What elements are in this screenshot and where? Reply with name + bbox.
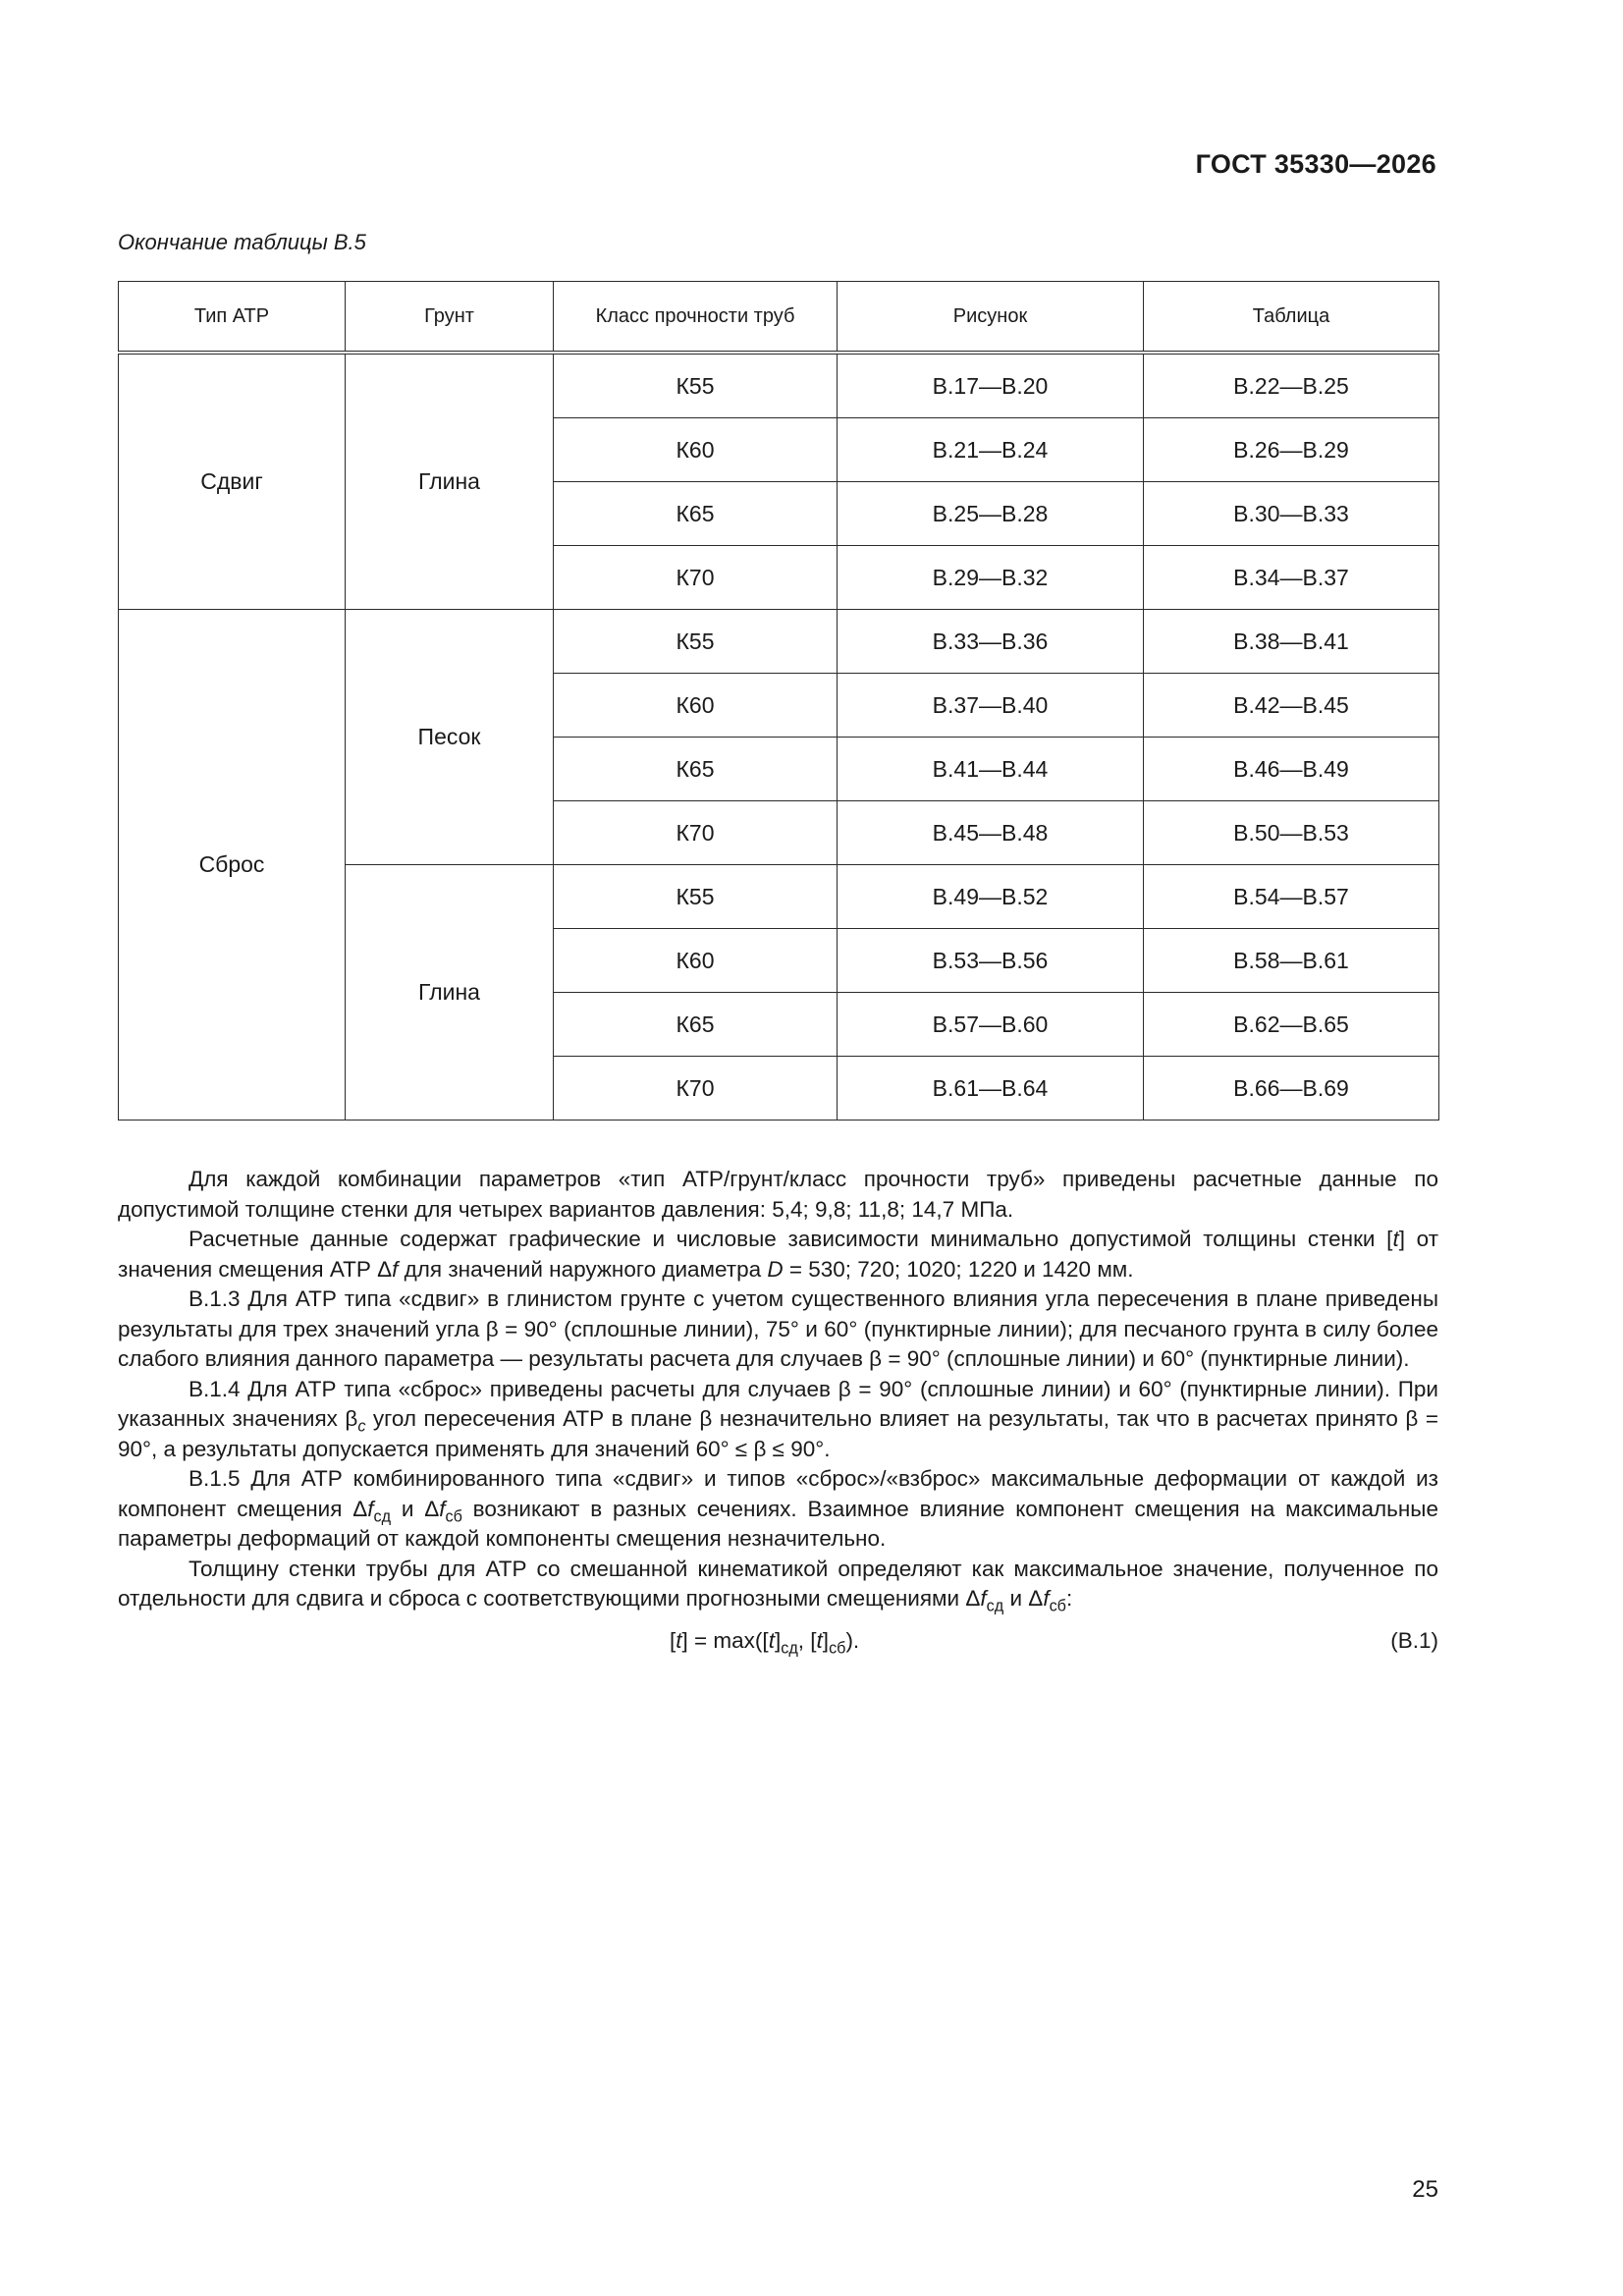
soil-cell: Песок — [346, 610, 554, 865]
table-ref-cell: В.46—В.49 — [1144, 738, 1439, 801]
paragraph: В.1.5 Для АТР комбинированного типа «сдвиг» и типов «сброс»/«взброс» максимальные деформации от каждой из компонент смещения $\Delta f_{сд}$ и $\Delta f_{сб}$ возникают в разных сечениях. Взаимное влияние компонент смещения на максимальные параметры деформаций от каждой компоненты смещения незначительно. — [118, 1466, 1438, 1551]
table-ref-cell: В.50—В.53 — [1144, 801, 1439, 865]
figure-ref-cell: В.57—В.60 — [838, 993, 1144, 1057]
formula-row — [118, 1620, 1438, 1660]
paragraph: В.1.3 Для АТР типа «сдвиг» в глинистом грунте с учетом существенного влияния угла пересечения в плане приведены результаты для трех значений угла β = 90° (сплошные линии), 75° и 60° (пунктирные линии); для песчаного грунта в силу более слабого влияния данного параметра — результаты расчета для случаев β = 90° (сплошные линии) и 60° (пунктирные линии). — [118, 1286, 1438, 1371]
table-ref-cell: В.54—В.57 — [1144, 865, 1439, 929]
figure-ref-cell: В.37—В.40 — [838, 674, 1144, 738]
strength-class-cell: К70 — [554, 1057, 838, 1121]
strength-class-cell: К55 — [554, 353, 838, 418]
formula: $[t] = \max([t]_{сд}$, $[t]_{сб}$). — [670, 1627, 860, 1658]
strength-class-cell: К70 — [554, 801, 838, 865]
column-header: Грунт — [346, 282, 554, 354]
atr-type-cell: Сброс — [119, 610, 346, 1121]
column-header: Тип АТР — [119, 282, 346, 354]
strength-class-cell: К65 — [554, 738, 838, 801]
table-ref-cell: В.30—В.33 — [1144, 482, 1439, 546]
table-ref-cell: В.26—В.29 — [1144, 418, 1439, 482]
strength-class-cell: К60 — [554, 418, 838, 482]
table-ref-cell: В.22—В.25 — [1144, 353, 1439, 418]
figure-ref-cell: В.53—В.56 — [838, 929, 1144, 993]
table-row — [119, 610, 1439, 674]
strength-class-cell: К70 — [554, 546, 838, 610]
table-ref-cell: В.38—В.41 — [1144, 610, 1439, 674]
results-table — [118, 281, 1439, 1121]
page-number: 25 — [1412, 2176, 1438, 2203]
figure-ref-cell: В.29—В.32 — [838, 546, 1144, 610]
strength-class-cell: К55 — [554, 610, 838, 674]
formula-number: (В.1) — [1390, 1627, 1438, 1653]
table-caption: Окончание таблицы В.5 — [118, 230, 366, 254]
body-text — [118, 1165, 1438, 1660]
table-ref-cell: В.62—В.65 — [1144, 993, 1439, 1057]
column-header: Класс прочности труб — [554, 282, 838, 354]
figure-ref-cell: В.21—В.24 — [838, 418, 1144, 482]
table-row — [119, 353, 1439, 418]
paragraph: Толщину стенки трубы для АТР со смешанной кинематикой определяют как максимальное значение, полученное по отдельности для сдвига и сброса с соответствующими прогнозными смещениями $\Delta f_{сд}$ и $\Delta f_{сб}$: — [118, 1556, 1438, 1615]
soil-cell: Глина — [346, 865, 554, 1121]
table-body — [119, 353, 1439, 1121]
figure-ref-cell: В.33—В.36 — [838, 610, 1144, 674]
soil-cell: Глина — [346, 353, 554, 610]
table-ref-cell: В.42—В.45 — [1144, 674, 1439, 738]
strength-class-cell: К65 — [554, 482, 838, 546]
paragraph: Расчетные данные содержат графические и числовые зависимости минимально допустимой толщины стенки [t] от значения смещения АТР Δf для значений наружного диаметра D = 530; 720; 1020; 1220 и 1420 мм. — [118, 1227, 1439, 1282]
figure-ref-cell: В.61—В.64 — [838, 1057, 1144, 1121]
paragraph: Для каждой комбинации параметров «тип АТР/грунт/класс прочности труб» приведены расчетные данные по допустимой толщине стенки для четырех вариантов давления: 5,4; 9,8; 11,8; 14,7 МПа. — [118, 1167, 1438, 1222]
figure-ref-cell: В.41—В.44 — [838, 738, 1144, 801]
column-header: Таблица — [1144, 282, 1439, 354]
strength-class-cell: К60 — [554, 674, 838, 738]
figure-ref-cell: В.17—В.20 — [838, 353, 1144, 418]
paragraph: В.1.4 Для АТР типа «сброс» приведены расчеты для случаев β = 90° (сплошные линии) и 60° (пунктирные линии). При указанных значениях $\beta_c$ угол пересечения АТР в плане β незначительно влияет на результаты, так что в расчетах принято β = 90°, а результаты допускается применять для значений 60° ≤ β ≤ 90°. — [118, 1376, 1438, 1461]
table-ref-cell: В.66—В.69 — [1144, 1057, 1439, 1121]
strength-class-cell: К60 — [554, 929, 838, 993]
document-code: ГОСТ 35330—2026 — [1195, 149, 1436, 179]
table-header-row — [119, 282, 1439, 354]
figure-ref-cell: В.49—В.52 — [838, 865, 1144, 929]
figure-ref-cell: В.45—В.48 — [838, 801, 1144, 865]
table-ref-cell: В.34—В.37 — [1144, 546, 1439, 610]
table-ref-cell: В.58—В.61 — [1144, 929, 1439, 993]
strength-class-cell: К65 — [554, 993, 838, 1057]
atr-type-cell: Сдвиг — [119, 353, 346, 610]
column-header: Рисунок — [838, 282, 1144, 354]
strength-class-cell: К55 — [554, 865, 838, 929]
figure-ref-cell: В.25—В.28 — [838, 482, 1144, 546]
